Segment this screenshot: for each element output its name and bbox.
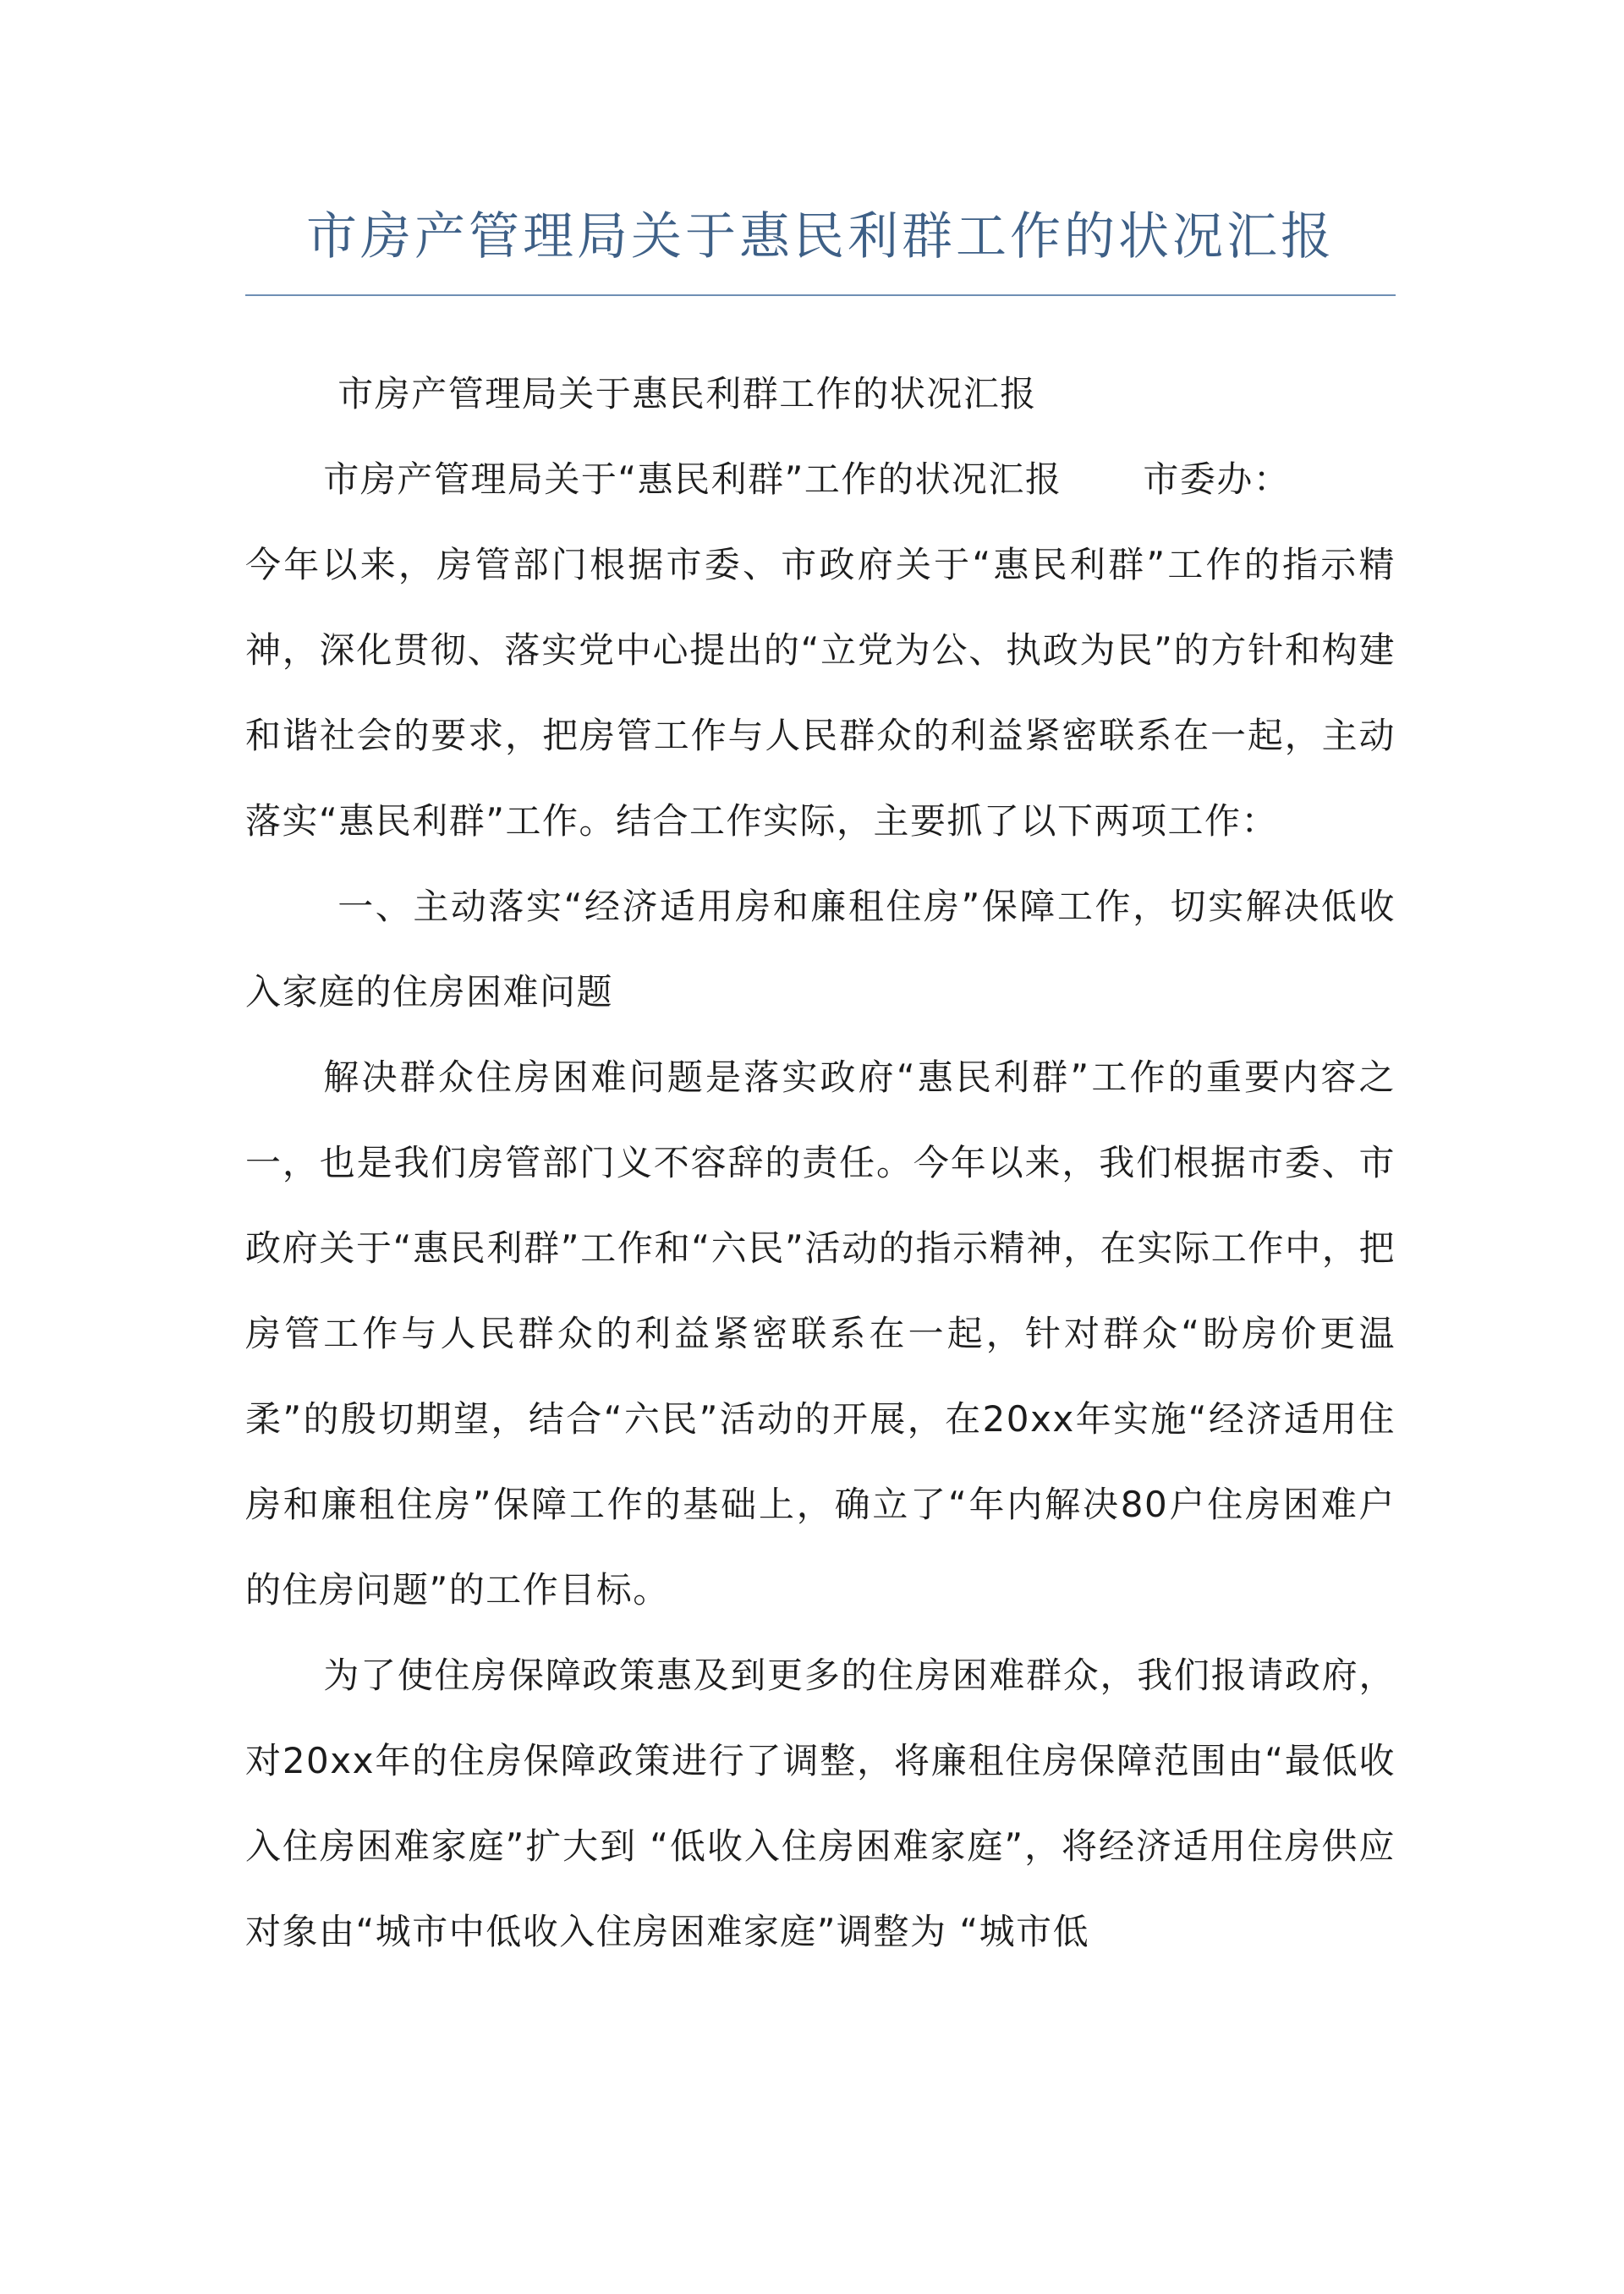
title-divider	[245, 294, 1396, 296]
document-body	[245, 351, 1396, 1974]
document-title: 市房产管理局关于惠民利群工作的状况汇报	[306, 207, 1335, 266]
section-heading-1: 一、主动落实“经济适用房和廉租住房”保障工作，切实解决低收入家庭的住房困难问题	[245, 886, 1396, 1013]
paragraph-section1-body: 解决群众住房困难问题是落实政府“惠民利群”工作的重要内容之一，也是我们房管部门义不容辞的责任。今年以来，我们根据市委、市政府关于“惠民利群”工作和“六民”活动的指示精神，在实际工作中，把房管工作与人民群众的利益紧密联系在一起，针对群众“盼房价更温柔”的殷切期望，结合“六民”活动的开展，在20xx年实施“经济适用住房和廉租住房”保障工作的基础上，确立了“年内解决80户住房困难户的住房问题”的工作目标。	[245, 1056, 1396, 1611]
opening-heading: 市房产管理局关于“惠民利群”工作的状况汇报	[323, 458, 1062, 500]
paragraph-intro: 今年以来，房管部门根据市委、市政府关于“惠民利群”工作的指示精神，深化贯彻、落实党中心提出的“立党为公、执政为民”的方针和构建和谐社会的要求，把房管工作与人民群众的利益紧密联系在一起，主动落实“惠民利群”工作。结合工作实际，主要抓了以下两项工作：	[245, 544, 1396, 842]
document-subtitle: 市房产管理局关于惠民利群工作的状况汇报	[337, 373, 1037, 414]
addressee: 市委办：	[1143, 458, 1291, 500]
paragraph-policy-adjustment: 为了使住房保障政策惠及到更多的住房困难群众，我们报请政府，对20xx年的住房保障政策进行了调整，将廉租住房保障范围由“最低收入住房困难家庭”扩大到 “低收入住房困难家庭”，将经济适用住房供应对象由“城市中低收入住房困难家庭”调整为 “城市低	[245, 1655, 1396, 1952]
opening-line	[245, 436, 1396, 522]
